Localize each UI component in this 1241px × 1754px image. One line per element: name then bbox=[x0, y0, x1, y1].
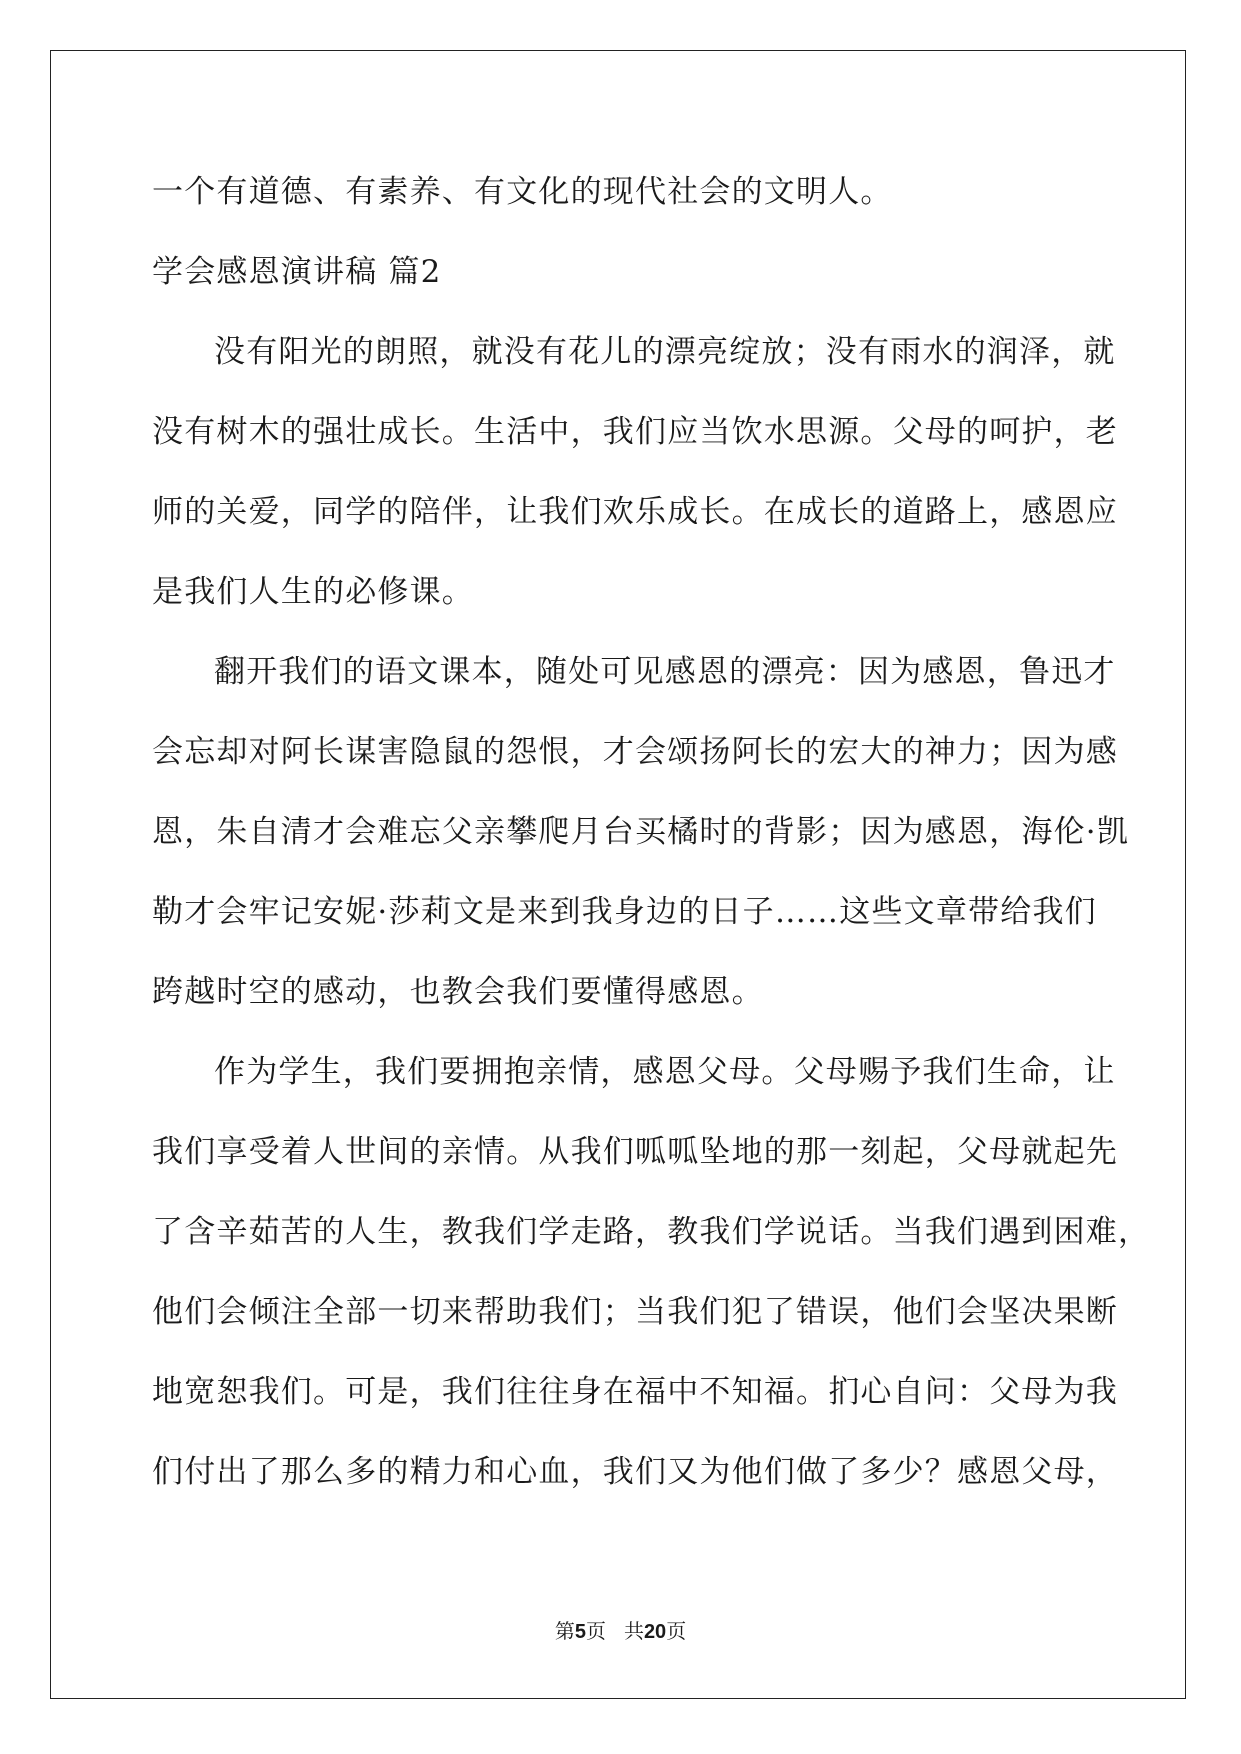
paragraph-1-line-2: 没有树木的强壮成长。生活中，我们应当饮水思源。父母的呵护，老 bbox=[152, 414, 1118, 450]
page-prefix: 第 bbox=[554, 1619, 575, 1643]
paragraph-1-line-4: 是我们人生的必修课。 bbox=[152, 574, 474, 610]
page-footer bbox=[0, 1618, 1241, 1645]
page-total-number: 20 bbox=[643, 1621, 667, 1643]
paragraph-2-line-4: 勒才会牢记安妮·莎莉文是来到我身边的日子……这些文章带给我们 bbox=[152, 894, 1097, 930]
section-heading: 学会感恩演讲稿 篇2 bbox=[152, 254, 442, 290]
page-suffix: 页 bbox=[585, 1619, 606, 1643]
paragraph-2-line-5: 跨越时空的感动，也教会我们要懂得感恩。 bbox=[152, 974, 764, 1010]
paragraph-1-line-1: 没有阳光的朗照，就没有花儿的漂亮绽放；没有雨水的润泽，就 bbox=[214, 334, 1116, 370]
paragraph-3-line-2: 我们享受着人世间的亲情。从我们呱呱坠地的那一刻起，父母就起先 bbox=[152, 1134, 1118, 1170]
total-suffix: 页 bbox=[666, 1619, 687, 1643]
paragraph-3-line-5: 地宽恕我们。可是，我们往往身在福中不知福。扪心自问：父母为我 bbox=[152, 1374, 1118, 1410]
paragraph-3-line-4: 他们会倾注全部一切来帮助我们；当我们犯了错误，他们会坚决果断 bbox=[152, 1294, 1118, 1330]
total-prefix: 共 bbox=[623, 1619, 644, 1643]
paragraph-3-line-1: 作为学生，我们要拥抱亲情，感恩父母。父母赐予我们生命，让 bbox=[214, 1054, 1116, 1090]
paragraph-2-line-2: 会忘却对阿长谋害隐鼠的怨恨，才会颂扬阿长的宏大的神力；因为感 bbox=[152, 734, 1118, 770]
paragraph-3-line-6: 们付出了那么多的精力和心血，我们又为他们做了多少？感恩父母， bbox=[152, 1454, 1118, 1490]
paragraph-2-line-3: 恩，朱自清才会难忘父亲攀爬月台买橘时的背影；因为感恩，海伦·凯 bbox=[152, 814, 1130, 850]
paragraph-3-line-3: 了含辛茹苦的人生，教我们学走路，教我们学说话。当我们遇到困难， bbox=[152, 1214, 1151, 1250]
paragraph-1-line-3: 师的关爱，同学的陪伴，让我们欢乐成长。在成长的道路上，感恩应 bbox=[152, 494, 1118, 530]
body-line-1: 一个有道德、有素养、有文化的现代社会的文明人。 bbox=[152, 174, 893, 210]
page-current-number: 5 bbox=[574, 1621, 586, 1643]
paragraph-2-line-1: 翻开我们的语文课本，随处可见感恩的漂亮：因为感恩，鲁迅才 bbox=[214, 654, 1116, 690]
